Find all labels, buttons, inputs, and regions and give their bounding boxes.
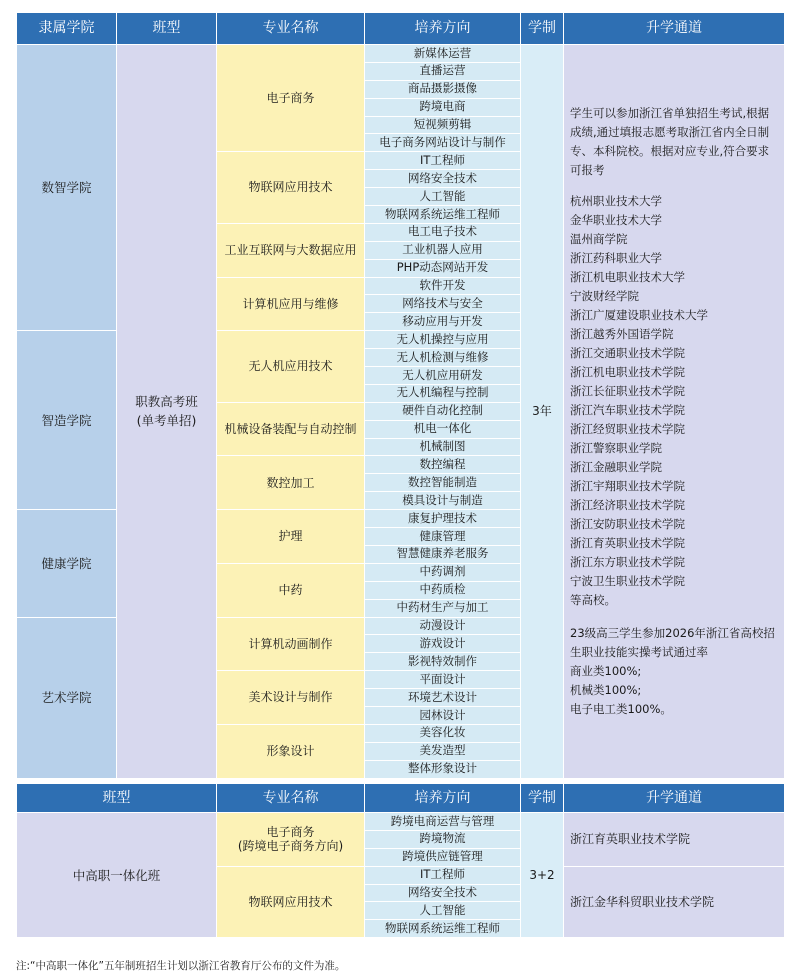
bottom-direction-cell: 跨境物流 xyxy=(365,830,521,848)
direction-cell: 移动应用与开发 xyxy=(365,313,521,331)
table-row xyxy=(17,45,785,63)
school-item: 杭州职业技术大学 xyxy=(570,193,662,208)
major-cell: 工业互联网与大数据应用 xyxy=(217,223,365,277)
direction-cell: 工业机器人应用 xyxy=(365,241,521,259)
direction-cell: 新媒体运营 xyxy=(365,45,521,63)
major-cell: 护理 xyxy=(217,510,365,564)
class-type-sublabel: (单考单招) xyxy=(136,413,197,429)
header-class-type: 班型 xyxy=(117,13,217,45)
bottom-direction-cell: 人工智能 xyxy=(365,902,521,920)
major-cell: 形象设计 xyxy=(217,724,365,778)
direction-cell: 中药调剂 xyxy=(365,563,521,581)
bottom-duration-cell: 3+2 xyxy=(521,813,564,938)
school-item: 温州商学院 xyxy=(570,231,628,246)
major-cell: 计算机应用与维修 xyxy=(217,277,365,331)
bottom-major-subname: (跨境电子商务方向) xyxy=(237,839,344,854)
direction-cell: 无人机检测与维修 xyxy=(365,349,521,367)
table-row xyxy=(17,813,785,831)
pathway-intro: 学生可以参加浙江省单独招生考试,根据成绩,通过填报志愿考取浙江省内全日制专、本科院校。根据对应专业,符合要求可报考 xyxy=(570,105,770,177)
bottom-header-major: 专业名称 xyxy=(217,784,365,813)
major-cell: 电子商务 xyxy=(217,45,365,152)
bottom-direction-cell: 跨境电商运营与管理 xyxy=(365,813,521,831)
college-cell: 艺术学院 xyxy=(17,617,117,778)
direction-cell: 美容化妆 xyxy=(365,724,521,742)
header-major: 专业名称 xyxy=(217,13,365,45)
direction-cell: 机电一体化 xyxy=(365,420,521,438)
college-cell: 智造学院 xyxy=(17,331,117,510)
direction-cell: 物联网系统运维工程师 xyxy=(365,206,521,224)
bottom-direction-cell: 跨境供应链管理 xyxy=(365,848,521,866)
header-pathway: 升学通道 xyxy=(564,13,785,45)
major-cell: 数控加工 xyxy=(217,456,365,510)
direction-cell: 人工智能 xyxy=(365,188,521,206)
bottom-header-class-type: 班型 xyxy=(17,784,217,813)
direction-cell: 健康管理 xyxy=(365,528,521,546)
direction-cell: 整体形象设计 xyxy=(365,760,521,778)
footnote: 注:“中高职一体化”五年制班招生计划以浙江省教育厅公布的文件为准。 xyxy=(16,960,346,972)
school-item: 浙江广厦建设职业技术大学 xyxy=(570,307,708,322)
direction-cell: 康复护理技术 xyxy=(365,510,521,528)
school-item: 浙江机电职业技术学院 xyxy=(570,364,685,379)
major-cell: 美术设计与制作 xyxy=(217,671,365,725)
bottom-major-cell xyxy=(217,813,365,867)
bottom-direction-cell: 网络安全技术 xyxy=(365,884,521,902)
direction-cell: 硬件自动化控制 xyxy=(365,402,521,420)
bottom-direction-cell: 物联网系统运维工程师 xyxy=(365,920,521,938)
class-type-cell xyxy=(117,45,217,779)
direction-cell: 网络安全技术 xyxy=(365,170,521,188)
direction-cell: 电子商务网站设计与制作 xyxy=(365,134,521,152)
direction-cell: 影视特效制作 xyxy=(365,653,521,671)
direction-cell: PHP动态网站开发 xyxy=(365,259,521,277)
direction-cell: 园林设计 xyxy=(365,706,521,724)
bottom-direction-cell: IT工程师 xyxy=(365,866,521,884)
duration-cell: 3年 xyxy=(521,45,564,779)
school-item: 浙江警察职业学院 xyxy=(570,440,662,455)
pathway-cell xyxy=(564,45,785,779)
direction-cell: 软件开发 xyxy=(365,277,521,295)
top-table xyxy=(16,12,785,779)
direction-cell: 无人机应用研发 xyxy=(365,367,521,385)
school-item: 浙江育英职业技术学院 xyxy=(570,535,685,550)
school-item: 浙江安防职业技术学院 xyxy=(570,516,685,531)
direction-cell: 中药材生产与加工 xyxy=(365,599,521,617)
pass-rate-intro: 23级高三学生参加2026年浙江省高校招生职业技能实操考试通过率 xyxy=(570,625,775,659)
school-item: 宁波卫生职业技术学院 xyxy=(570,573,685,588)
direction-cell: 数控编程 xyxy=(365,456,521,474)
major-cell: 中药 xyxy=(217,563,365,617)
bottom-pathway-cell: 浙江育英职业技术学院 xyxy=(564,813,785,867)
pass-rate-item: 机械类100%; xyxy=(570,682,642,697)
major-cell: 物联网应用技术 xyxy=(217,152,365,224)
bottom-major-cell xyxy=(217,866,365,938)
school-item: 宁波财经学院 xyxy=(570,288,639,303)
school-item: 浙江东方职业技术学院 xyxy=(570,554,685,569)
direction-cell: 无人机操控与应用 xyxy=(365,331,521,349)
college-cell: 健康学院 xyxy=(17,510,117,617)
direction-cell: 游戏设计 xyxy=(365,635,521,653)
school-item: 浙江药科职业大学 xyxy=(570,250,662,265)
header-college: 隶属学院 xyxy=(17,13,117,45)
pass-rate-item: 电子电工类100%。 xyxy=(570,701,672,716)
direction-cell: IT工程师 xyxy=(365,152,521,170)
major-cell: 无人机应用技术 xyxy=(217,331,365,403)
direction-cell: 商品摄影摄像 xyxy=(365,80,521,98)
pass-rate-item: 商业类100%; xyxy=(570,663,642,678)
direction-cell: 模具设计与制造 xyxy=(365,492,521,510)
direction-cell: 跨境电商 xyxy=(365,98,521,116)
school-item: 浙江经贸职业技术学院 xyxy=(570,421,685,436)
major-cell: 机械设备装配与自动控制 xyxy=(217,402,365,456)
school-item: 浙江机电职业技术大学 xyxy=(570,269,685,284)
bottom-header-duration: 学制 xyxy=(521,784,564,813)
school-item: 等高校。 xyxy=(570,592,616,607)
bottom-header-pathway: 升学通道 xyxy=(564,784,785,813)
school-item: 浙江汽车职业技术学院 xyxy=(570,402,685,417)
school-item: 浙江金融职业学院 xyxy=(570,459,662,474)
direction-cell: 智慧健康养老服务 xyxy=(365,545,521,563)
direction-cell: 网络技术与安全 xyxy=(365,295,521,313)
direction-cell: 美发造型 xyxy=(365,742,521,760)
direction-cell: 中药质检 xyxy=(365,581,521,599)
bottom-major-name: 物联网应用技术 xyxy=(248,894,333,909)
direction-cell: 电工电子技术 xyxy=(365,223,521,241)
bottom-class-type-cell: 中高职一体化班 xyxy=(17,813,217,938)
bottom-pathway-cell: 浙江金华科贸职业技术学院 xyxy=(564,866,785,938)
major-cell: 计算机动画制作 xyxy=(217,617,365,671)
direction-cell: 直播运营 xyxy=(365,62,521,80)
school-item: 浙江越秀外国语学院 xyxy=(570,326,674,341)
college-cell: 数智学院 xyxy=(17,45,117,331)
direction-cell: 数控智能制造 xyxy=(365,474,521,492)
bottom-header-direction: 培养方向 xyxy=(365,784,521,813)
school-item: 浙江交通职业技术学院 xyxy=(570,345,685,360)
direction-cell: 环境艺术设计 xyxy=(365,689,521,707)
header-direction: 培养方向 xyxy=(365,13,521,45)
direction-cell: 机械制图 xyxy=(365,438,521,456)
direction-cell: 短视频剪辑 xyxy=(365,116,521,134)
header-duration: 学制 xyxy=(521,13,564,45)
bottom-table xyxy=(16,783,785,938)
class-type-label: 职教高考班 xyxy=(135,394,198,410)
direction-cell: 平面设计 xyxy=(365,671,521,689)
school-item: 浙江宇翔职业技术学院 xyxy=(570,478,685,493)
school-item: 浙江长征职业技术学院 xyxy=(570,383,685,398)
direction-cell: 无人机编程与控制 xyxy=(365,384,521,402)
bottom-major-name: 电子商务 xyxy=(266,824,315,839)
direction-cell: 动漫设计 xyxy=(365,617,521,635)
bottom-header-row xyxy=(17,784,785,813)
school-item: 浙江经济职业技术学院 xyxy=(570,497,685,512)
top-header-row xyxy=(17,13,785,45)
school-item: 金华职业技术大学 xyxy=(570,212,662,227)
